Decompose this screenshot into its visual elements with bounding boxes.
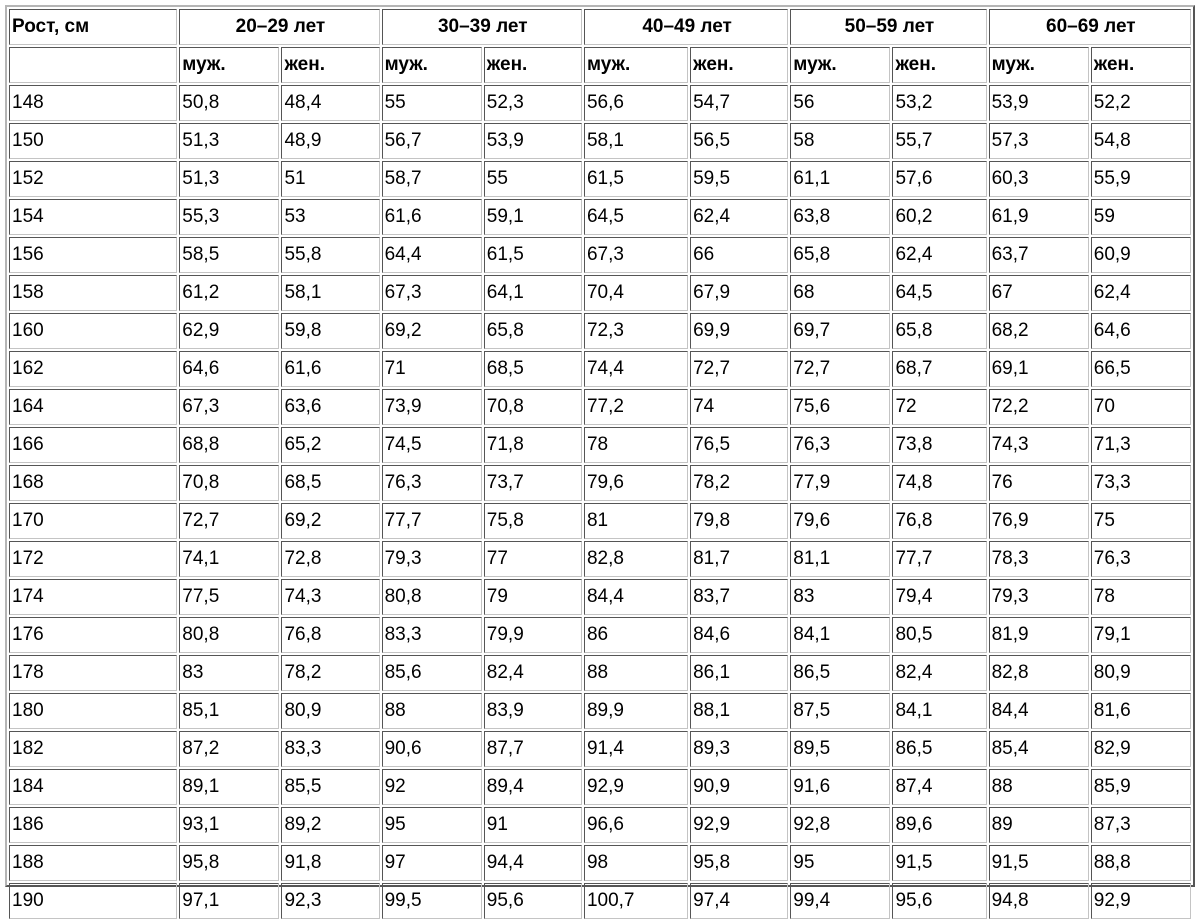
weight-cell-female: 53 xyxy=(281,199,379,235)
weight-cell-female: 73,7 xyxy=(484,465,582,501)
weight-cell-female: 91 xyxy=(484,807,582,843)
weight-cell-male: 87,5 xyxy=(790,693,890,729)
table-row xyxy=(9,807,1191,843)
weight-cell-female: 60,9 xyxy=(1091,237,1191,273)
weight-cell-male: 89,1 xyxy=(179,769,279,805)
weight-cell-male: 81 xyxy=(584,503,688,539)
weight-cell-female: 79,4 xyxy=(892,579,986,615)
table-row xyxy=(9,85,1191,121)
age-group-header: 50–59 лет xyxy=(790,9,986,45)
weight-cell-male: 61,5 xyxy=(584,161,688,197)
weight-cell-male: 68,8 xyxy=(179,427,279,463)
weight-cell-male: 82,8 xyxy=(989,655,1089,691)
table-row xyxy=(9,541,1191,577)
weight-cell-female: 55,9 xyxy=(1091,161,1191,197)
weight-cell-female: 59 xyxy=(1091,199,1191,235)
weight-cell-female: 67,9 xyxy=(690,275,788,311)
weight-cell-female: 69,9 xyxy=(690,313,788,349)
weight-cell-female: 82,4 xyxy=(484,655,582,691)
weight-cell-female: 74 xyxy=(690,389,788,425)
weight-cell-male: 58 xyxy=(790,123,890,159)
weight-cell-male: 82,8 xyxy=(584,541,688,577)
table-row xyxy=(9,123,1191,159)
sex-header-female: жен. xyxy=(690,47,788,83)
table-row xyxy=(9,883,1191,919)
weight-cell-male: 72,7 xyxy=(790,351,890,387)
weight-cell-female: 85,5 xyxy=(281,769,379,805)
weight-cell-female: 72,8 xyxy=(281,541,379,577)
weight-cell-male: 88 xyxy=(382,693,482,729)
weight-cell-female: 66 xyxy=(690,237,788,273)
empty-header-cell xyxy=(9,47,177,83)
weight-cell-female: 63,6 xyxy=(281,389,379,425)
weight-cell-male: 87,2 xyxy=(179,731,279,767)
weight-cell-male: 84,4 xyxy=(584,579,688,615)
weight-cell-male: 99,5 xyxy=(382,883,482,919)
weight-cell-male: 91,4 xyxy=(584,731,688,767)
weight-cell-female: 76,3 xyxy=(1091,541,1191,577)
height-cell: 168 xyxy=(9,465,177,501)
weight-cell-male: 92,9 xyxy=(584,769,688,805)
height-cell: 166 xyxy=(9,427,177,463)
weight-cell-female: 73,3 xyxy=(1091,465,1191,501)
weight-cell-female: 65,8 xyxy=(892,313,986,349)
weight-cell-female: 75,8 xyxy=(484,503,582,539)
weight-cell-female: 68,5 xyxy=(281,465,379,501)
sex-header-female: жен. xyxy=(892,47,986,83)
height-cell: 174 xyxy=(9,579,177,615)
sex-header-male: муж. xyxy=(584,47,688,83)
weight-cell-female: 86,5 xyxy=(892,731,986,767)
table-row xyxy=(9,693,1191,729)
height-cell: 148 xyxy=(9,85,177,121)
height-cell: 172 xyxy=(9,541,177,577)
height-weight-table xyxy=(7,7,1193,921)
weight-cell-male: 64,5 xyxy=(584,199,688,235)
weight-cell-male: 76 xyxy=(989,465,1089,501)
weight-cell-female: 94,4 xyxy=(484,845,582,881)
weight-cell-male: 83 xyxy=(179,655,279,691)
table-frame xyxy=(5,5,1195,911)
weight-cell-male: 67,3 xyxy=(179,389,279,425)
weight-cell-male: 97,1 xyxy=(179,883,279,919)
weight-cell-male: 85,1 xyxy=(179,693,279,729)
weight-cell-male: 61,1 xyxy=(790,161,890,197)
weight-cell-male: 70,4 xyxy=(584,275,688,311)
height-cell: 154 xyxy=(9,199,177,235)
weight-cell-female: 78,2 xyxy=(281,655,379,691)
weight-cell-female: 88,1 xyxy=(690,693,788,729)
weight-cell-female: 54,8 xyxy=(1091,123,1191,159)
weight-cell-male: 69,1 xyxy=(989,351,1089,387)
weight-cell-male: 74,1 xyxy=(179,541,279,577)
weight-cell-female: 53,9 xyxy=(484,123,582,159)
weight-cell-female: 80,9 xyxy=(1091,655,1191,691)
weight-cell-male: 92 xyxy=(382,769,482,805)
weight-cell-male: 93,1 xyxy=(179,807,279,843)
height-cell: 162 xyxy=(9,351,177,387)
weight-cell-male: 84,4 xyxy=(989,693,1089,729)
weight-cell-male: 81,1 xyxy=(790,541,890,577)
weight-cell-male: 77,7 xyxy=(382,503,482,539)
weight-cell-female: 74,3 xyxy=(281,579,379,615)
weight-cell-male: 70,8 xyxy=(179,465,279,501)
table-row xyxy=(9,427,1191,463)
weight-cell-male: 56 xyxy=(790,85,890,121)
table-row xyxy=(9,503,1191,539)
table-row xyxy=(9,465,1191,501)
weight-cell-male: 64,4 xyxy=(382,237,482,273)
weight-cell-female: 76,8 xyxy=(892,503,986,539)
weight-cell-female: 86,1 xyxy=(690,655,788,691)
weight-cell-male: 53,9 xyxy=(989,85,1089,121)
weight-cell-female: 57,6 xyxy=(892,161,986,197)
sex-header-female: жен. xyxy=(484,47,582,83)
weight-cell-female: 89,2 xyxy=(281,807,379,843)
weight-cell-male: 74,4 xyxy=(584,351,688,387)
weight-cell-female: 87,7 xyxy=(484,731,582,767)
height-cell: 170 xyxy=(9,503,177,539)
weight-cell-male: 71 xyxy=(382,351,482,387)
weight-cell-female: 48,4 xyxy=(281,85,379,121)
weight-cell-female: 61,6 xyxy=(281,351,379,387)
weight-cell-female: 77 xyxy=(484,541,582,577)
weight-cell-female: 71,8 xyxy=(484,427,582,463)
weight-cell-female: 76,8 xyxy=(281,617,379,653)
table-row xyxy=(9,579,1191,615)
table-row xyxy=(9,845,1191,881)
weight-cell-male: 89,9 xyxy=(584,693,688,729)
table-row xyxy=(9,769,1191,805)
weight-cell-female: 91,5 xyxy=(892,845,986,881)
weight-cell-female: 80,5 xyxy=(892,617,986,653)
weight-cell-male: 92,8 xyxy=(790,807,890,843)
weight-cell-male: 57,3 xyxy=(989,123,1089,159)
weight-cell-female: 91,8 xyxy=(281,845,379,881)
weight-cell-male: 89,5 xyxy=(790,731,890,767)
weight-cell-male: 72,3 xyxy=(584,313,688,349)
weight-cell-male: 75,6 xyxy=(790,389,890,425)
sex-header-male: муж. xyxy=(382,47,482,83)
weight-cell-female: 51 xyxy=(281,161,379,197)
weight-cell-female: 97,4 xyxy=(690,883,788,919)
table-row xyxy=(9,313,1191,349)
table-row xyxy=(9,161,1191,197)
weight-cell-female: 54,7 xyxy=(690,85,788,121)
weight-cell-female: 75 xyxy=(1091,503,1191,539)
weight-cell-female: 61,5 xyxy=(484,237,582,273)
weight-cell-male: 51,3 xyxy=(179,161,279,197)
weight-cell-male: 83 xyxy=(790,579,890,615)
weight-cell-male: 74,5 xyxy=(382,427,482,463)
table-row xyxy=(9,655,1191,691)
weight-cell-male: 94,8 xyxy=(989,883,1089,919)
weight-cell-male: 80,8 xyxy=(382,579,482,615)
weight-cell-female: 85,9 xyxy=(1091,769,1191,805)
weight-cell-male: 99,4 xyxy=(790,883,890,919)
table-row xyxy=(9,351,1191,387)
weight-cell-female: 87,4 xyxy=(892,769,986,805)
weight-cell-female: 88,8 xyxy=(1091,845,1191,881)
weight-cell-female: 55 xyxy=(484,161,582,197)
table-row xyxy=(9,199,1191,235)
weight-cell-male: 88 xyxy=(989,769,1089,805)
height-cell: 152 xyxy=(9,161,177,197)
weight-cell-female: 52,2 xyxy=(1091,85,1191,121)
weight-cell-female: 79,9 xyxy=(484,617,582,653)
weight-cell-male: 89 xyxy=(989,807,1089,843)
weight-cell-male: 56,7 xyxy=(382,123,482,159)
weight-cell-male: 79,3 xyxy=(989,579,1089,615)
weight-cell-female: 64,1 xyxy=(484,275,582,311)
weight-cell-male: 67,3 xyxy=(584,237,688,273)
weight-cell-female: 69,2 xyxy=(281,503,379,539)
weight-cell-male: 51,3 xyxy=(179,123,279,159)
table-row xyxy=(9,731,1191,767)
height-cell: 180 xyxy=(9,693,177,729)
weight-cell-male: 86 xyxy=(584,617,688,653)
weight-cell-male: 61,9 xyxy=(989,199,1089,235)
weight-cell-female: 59,8 xyxy=(281,313,379,349)
header-row-sex xyxy=(9,47,1191,83)
sex-header-female: жен. xyxy=(1091,47,1191,83)
sex-header-male: муж. xyxy=(790,47,890,83)
weight-cell-male: 76,3 xyxy=(790,427,890,463)
weight-cell-female: 83,3 xyxy=(281,731,379,767)
table-row xyxy=(9,617,1191,653)
height-cell: 178 xyxy=(9,655,177,691)
weight-cell-male: 50,8 xyxy=(179,85,279,121)
weight-cell-male: 83,3 xyxy=(382,617,482,653)
weight-cell-female: 79 xyxy=(484,579,582,615)
weight-cell-female: 81,7 xyxy=(690,541,788,577)
weight-cell-male: 90,6 xyxy=(382,731,482,767)
weight-cell-male: 95 xyxy=(790,845,890,881)
weight-cell-male: 61,6 xyxy=(382,199,482,235)
weight-cell-female: 82,9 xyxy=(1091,731,1191,767)
weight-cell-female: 92,3 xyxy=(281,883,379,919)
weight-cell-male: 58,7 xyxy=(382,161,482,197)
weight-cell-female: 89,6 xyxy=(892,807,986,843)
weight-cell-male: 63,7 xyxy=(989,237,1089,273)
height-cell: 160 xyxy=(9,313,177,349)
weight-cell-male: 95 xyxy=(382,807,482,843)
weight-cell-male: 76,9 xyxy=(989,503,1089,539)
weight-cell-male: 72,2 xyxy=(989,389,1089,425)
weight-cell-female: 78 xyxy=(1091,579,1191,615)
height-cell: 190 xyxy=(9,883,177,919)
weight-cell-female: 65,2 xyxy=(281,427,379,463)
weight-cell-female: 89,4 xyxy=(484,769,582,805)
weight-cell-female: 60,2 xyxy=(892,199,986,235)
table-row xyxy=(9,389,1191,425)
sex-header-male: муж. xyxy=(179,47,279,83)
weight-cell-male: 68,2 xyxy=(989,313,1089,349)
weight-cell-female: 79,8 xyxy=(690,503,788,539)
weight-cell-female: 76,5 xyxy=(690,427,788,463)
weight-cell-female: 68,7 xyxy=(892,351,986,387)
weight-cell-male: 84,1 xyxy=(790,617,890,653)
weight-cell-female: 95,6 xyxy=(892,883,986,919)
weight-cell-female: 77,7 xyxy=(892,541,986,577)
weight-cell-male: 79,6 xyxy=(790,503,890,539)
weight-cell-male: 79,6 xyxy=(584,465,688,501)
weight-cell-female: 81,6 xyxy=(1091,693,1191,729)
weight-cell-male: 85,4 xyxy=(989,731,1089,767)
height-cell: 184 xyxy=(9,769,177,805)
weight-cell-female: 89,3 xyxy=(690,731,788,767)
weight-cell-female: 80,9 xyxy=(281,693,379,729)
weight-cell-female: 65,8 xyxy=(484,313,582,349)
weight-cell-female: 62,4 xyxy=(892,237,986,273)
weight-cell-female: 59,1 xyxy=(484,199,582,235)
weight-cell-female: 83,7 xyxy=(690,579,788,615)
weight-cell-female: 68,5 xyxy=(484,351,582,387)
weight-cell-male: 91,6 xyxy=(790,769,890,805)
age-group-header: 30–39 лет xyxy=(382,9,582,45)
weight-cell-male: 63,8 xyxy=(790,199,890,235)
weight-cell-male: 58,1 xyxy=(584,123,688,159)
weight-cell-male: 100,7 xyxy=(584,883,688,919)
weight-cell-female: 79,1 xyxy=(1091,617,1191,653)
weight-cell-female: 71,3 xyxy=(1091,427,1191,463)
table-row xyxy=(9,237,1191,273)
weight-cell-male: 77,2 xyxy=(584,389,688,425)
sex-header-male: муж. xyxy=(989,47,1089,83)
weight-cell-male: 86,5 xyxy=(790,655,890,691)
weight-cell-male: 85,6 xyxy=(382,655,482,691)
weight-cell-male: 67,3 xyxy=(382,275,482,311)
weight-cell-male: 76,3 xyxy=(382,465,482,501)
weight-cell-male: 58,5 xyxy=(179,237,279,273)
height-cell: 186 xyxy=(9,807,177,843)
weight-cell-female: 82,4 xyxy=(892,655,986,691)
sex-header-female: жен. xyxy=(281,47,379,83)
weight-cell-female: 59,5 xyxy=(690,161,788,197)
weight-cell-male: 56,6 xyxy=(584,85,688,121)
weight-cell-male: 81,9 xyxy=(989,617,1089,653)
weight-cell-female: 72 xyxy=(892,389,986,425)
height-cell: 164 xyxy=(9,389,177,425)
weight-cell-male: 68 xyxy=(790,275,890,311)
height-column-header: Рост, см xyxy=(9,9,177,45)
weight-cell-female: 95,8 xyxy=(690,845,788,881)
height-cell: 158 xyxy=(9,275,177,311)
weight-cell-female: 72,7 xyxy=(690,351,788,387)
weight-cell-female: 55,8 xyxy=(281,237,379,273)
weight-cell-female: 56,5 xyxy=(690,123,788,159)
weight-cell-female: 64,5 xyxy=(892,275,986,311)
weight-cell-female: 64,6 xyxy=(1091,313,1191,349)
weight-cell-female: 62,4 xyxy=(1091,275,1191,311)
header-row-age-groups xyxy=(9,9,1191,45)
weight-cell-male: 67 xyxy=(989,275,1089,311)
weight-cell-female: 66,5 xyxy=(1091,351,1191,387)
weight-cell-male: 80,8 xyxy=(179,617,279,653)
height-cell: 156 xyxy=(9,237,177,273)
weight-cell-female: 87,3 xyxy=(1091,807,1191,843)
weight-cell-female: 48,9 xyxy=(281,123,379,159)
age-group-header: 60–69 лет xyxy=(989,9,1191,45)
weight-cell-male: 60,3 xyxy=(989,161,1089,197)
weight-cell-male: 95,8 xyxy=(179,845,279,881)
weight-cell-male: 79,3 xyxy=(382,541,482,577)
weight-cell-male: 55,3 xyxy=(179,199,279,235)
weight-cell-male: 64,6 xyxy=(179,351,279,387)
weight-cell-male: 91,5 xyxy=(989,845,1089,881)
weight-cell-male: 74,3 xyxy=(989,427,1089,463)
age-group-header: 20–29 лет xyxy=(179,9,379,45)
height-cell: 176 xyxy=(9,617,177,653)
weight-cell-male: 65,8 xyxy=(790,237,890,273)
weight-cell-male: 97 xyxy=(382,845,482,881)
age-group-header: 40–49 лет xyxy=(584,9,788,45)
weight-cell-male: 61,2 xyxy=(179,275,279,311)
weight-cell-male: 72,7 xyxy=(179,503,279,539)
weight-cell-female: 92,9 xyxy=(1091,883,1191,919)
weight-cell-male: 96,6 xyxy=(584,807,688,843)
weight-cell-male: 88 xyxy=(584,655,688,691)
weight-cell-female: 52,3 xyxy=(484,85,582,121)
weight-cell-female: 84,6 xyxy=(690,617,788,653)
weight-cell-female: 78,2 xyxy=(690,465,788,501)
weight-cell-male: 77,5 xyxy=(179,579,279,615)
weight-cell-female: 84,1 xyxy=(892,693,986,729)
weight-cell-female: 73,8 xyxy=(892,427,986,463)
weight-cell-male: 62,9 xyxy=(179,313,279,349)
weight-cell-female: 95,6 xyxy=(484,883,582,919)
weight-cell-male: 69,7 xyxy=(790,313,890,349)
weight-cell-male: 55 xyxy=(382,85,482,121)
weight-cell-female: 70 xyxy=(1091,389,1191,425)
height-cell: 188 xyxy=(9,845,177,881)
table-body xyxy=(9,85,1191,919)
weight-cell-female: 62,4 xyxy=(690,199,788,235)
weight-cell-male: 78,3 xyxy=(989,541,1089,577)
table-row xyxy=(9,275,1191,311)
weight-cell-female: 92,9 xyxy=(690,807,788,843)
weight-cell-male: 78 xyxy=(584,427,688,463)
weight-cell-female: 55,7 xyxy=(892,123,986,159)
height-cell: 182 xyxy=(9,731,177,767)
weight-cell-male: 73,9 xyxy=(382,389,482,425)
weight-cell-female: 70,8 xyxy=(484,389,582,425)
weight-cell-male: 77,9 xyxy=(790,465,890,501)
height-cell: 150 xyxy=(9,123,177,159)
weight-cell-female: 74,8 xyxy=(892,465,986,501)
weight-cell-female: 58,1 xyxy=(281,275,379,311)
weight-cell-female: 53,2 xyxy=(892,85,986,121)
weight-cell-female: 90,9 xyxy=(690,769,788,805)
weight-cell-male: 69,2 xyxy=(382,313,482,349)
weight-cell-female: 83,9 xyxy=(484,693,582,729)
weight-cell-male: 98 xyxy=(584,845,688,881)
